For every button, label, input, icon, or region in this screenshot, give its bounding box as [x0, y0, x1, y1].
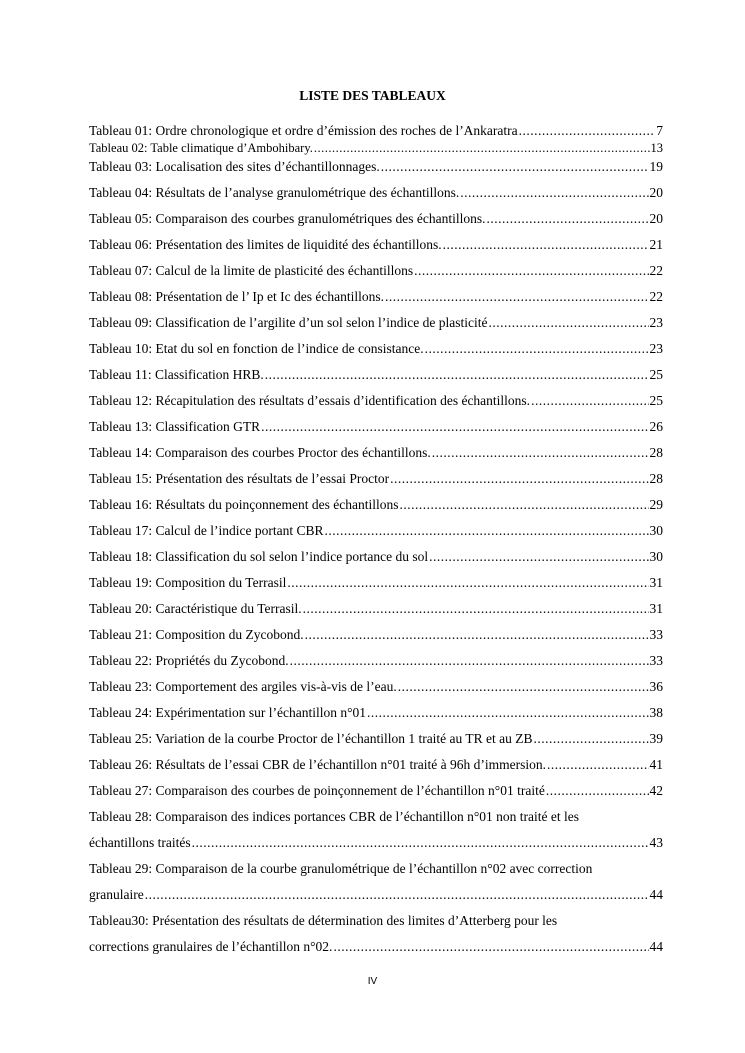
leader-dots	[390, 468, 648, 489]
toc-entry-04[interactable]	[89, 182, 663, 203]
leader-dots	[400, 494, 649, 515]
entry-text: Tableau 07: Calcul de la limite de plasticité des échantillons	[89, 263, 414, 278]
leader-dots	[290, 650, 649, 671]
entry-page: 33	[649, 653, 663, 668]
entry-text: Tableau 11: Classification HRB.	[89, 367, 264, 382]
toc-entry-24[interactable]	[89, 702, 663, 723]
leader-dots	[333, 936, 648, 957]
entry-text: Tableau 24: Expérimentation sur l’échantillon n°01	[89, 705, 367, 720]
toc-entry-09[interactable]	[89, 312, 663, 333]
toc-entry-02[interactable]	[89, 141, 663, 156]
entry-page: 26	[649, 419, 663, 434]
leader-dots	[429, 546, 648, 567]
toc-entry-28[interactable]	[89, 806, 663, 853]
entry-page: 42	[649, 783, 663, 798]
entry-page: 23	[649, 315, 663, 330]
entry-text-line1: Tableau 29: Comparaison de la courbe granulométrique de l’échantillon n°02 avec correction	[89, 861, 593, 876]
entry-page: 20	[649, 185, 663, 200]
toc-entry-12[interactable]	[89, 390, 663, 411]
entry-text: Tableau 15: Présentation des résultats de l’essai Proctor	[89, 471, 390, 486]
entry-text: Tableau 01: Ordre chronologique et ordre d’émission des roches de l’Ankaratra	[89, 123, 518, 138]
toc-entry-14[interactable]	[89, 442, 663, 463]
leader-dots	[531, 390, 648, 411]
entry-page: 44	[649, 939, 663, 954]
toc-entry-13[interactable]	[89, 416, 663, 437]
leader-dots	[443, 234, 649, 255]
toc-entry-17[interactable]	[89, 520, 663, 541]
entry-text: Tableau 17: Calcul de l’indice portant CBR	[89, 523, 324, 538]
table-list	[89, 120, 663, 957]
entry-text: Tableau 20: Caractéristique du Terrasil.	[89, 601, 302, 616]
entry-text: Tableau 25: Variation de la courbe Proctor de l’échantillon 1 traité au TR et au ZB	[89, 731, 533, 746]
entry-page: 20	[649, 211, 663, 226]
leader-dots	[145, 884, 649, 905]
entry-page: 21	[649, 237, 663, 252]
toc-entry-01[interactable]	[89, 120, 663, 141]
entry-page: 30	[649, 549, 663, 564]
entry-page: 43	[649, 835, 663, 850]
entry-text: Tableau 26: Résultats de l’essai CBR de l’échantillon n°01 traité à 96h d’immersion.	[89, 757, 546, 772]
entry-text: granulaire	[89, 887, 144, 902]
entry-text: Tableau 08: Présentation de l’ Ip et Ic des échantillons.	[89, 289, 384, 304]
toc-entry-26[interactable]	[89, 754, 663, 775]
entry-text: Tableau 27: Comparaison des courbes de poinçonnement de l’échantillon n°01 traité	[89, 783, 545, 798]
toc-entry-30[interactable]	[89, 910, 663, 957]
entry-page: 44	[649, 887, 663, 902]
entry-text: corrections granulaires de l’échantillon n°02.	[89, 939, 333, 954]
toc-entry-19[interactable]	[89, 572, 663, 593]
leader-dots	[425, 338, 649, 359]
toc-entry-07[interactable]	[89, 260, 663, 281]
entry-page: 31	[649, 575, 663, 590]
entry-page: 28	[649, 471, 663, 486]
entry-page: 22	[649, 289, 663, 304]
entry-text: Tableau 02: Table climatique d’Ambohibary.	[89, 141, 313, 155]
leader-dots	[265, 364, 649, 385]
leader-dots	[414, 260, 648, 281]
leader-dots	[460, 182, 648, 203]
page-title: LISTE DES TABLEAUX	[299, 88, 446, 103]
toc-entry-22[interactable]	[89, 650, 663, 671]
entry-page: 41	[649, 757, 663, 772]
entry-text: Tableau 14: Comparaison des courbes Proctor des échantillons.	[89, 445, 431, 460]
entry-text: Tableau 16: Résultats du poinçonnement des échantillons	[89, 497, 399, 512]
leader-dots	[519, 120, 656, 141]
entry-page: 28	[649, 445, 663, 460]
toc-entry-10[interactable]	[89, 338, 663, 359]
entry-text: Tableau 09: Classification de l’argilite d’un sol selon l’indice de plasticité	[89, 315, 488, 330]
page-number-footer: IV	[367, 976, 378, 987]
leader-dots	[432, 442, 649, 463]
leader-dots	[287, 572, 648, 593]
leader-dots	[546, 780, 649, 801]
toc-entry-03[interactable]	[89, 156, 663, 177]
entry-page: 36	[649, 679, 663, 694]
toc-entry-25[interactable]	[89, 728, 663, 749]
leader-dots	[534, 728, 649, 749]
toc-entry-29[interactable]	[89, 858, 663, 905]
entry-text: Tableau 12: Récapitulation des résultats d’essais d’identification des échantillons.	[89, 393, 531, 408]
entry-text: Tableau 22: Propriétés du Zycobond.	[89, 653, 289, 668]
entry-page: 25	[649, 367, 663, 382]
toc-entry-06[interactable]	[89, 234, 663, 255]
leader-dots	[488, 312, 648, 333]
entry-page: 23	[649, 341, 663, 356]
entry-page: 31	[649, 601, 663, 616]
entry-page: 7	[656, 123, 663, 138]
entry-text: Tableau 23: Comportement des argiles vis-à-vis de l’eau.	[89, 679, 397, 694]
entry-text: Tableau 03: Localisation des sites d’échantillonnages.	[89, 159, 380, 174]
leader-dots	[547, 754, 649, 775]
entry-text: Tableau 13: Classification GTR	[89, 419, 261, 434]
leader-dots	[385, 286, 649, 307]
entry-text: Tableau 10: Etat du sol en fonction de l’indice de consistance.	[89, 341, 424, 356]
leader-dots	[314, 141, 650, 156]
entry-page: 30	[649, 523, 663, 538]
entry-text: Tableau 21: Composition du Zycobond.	[89, 627, 304, 642]
entry-page: 25	[649, 393, 663, 408]
entry-text-line1: Tableau 28: Comparaison des indices portances CBR de l’échantillon n°01 non traité et les	[89, 809, 579, 824]
entry-page: 29	[649, 497, 663, 512]
toc-entry-21[interactable]	[89, 624, 663, 645]
entry-text-line1: Tableau30: Présentation des résultats de détermination des limites d’Atterberg pour les	[89, 913, 558, 928]
entry-page: 39	[649, 731, 663, 746]
leader-dots	[303, 598, 649, 619]
entry-text: Tableau 06: Présentation des limites de liquidité des échantillons.	[89, 237, 442, 252]
toc-entry-23[interactable]	[89, 676, 663, 697]
toc-entry-27[interactable]	[89, 780, 663, 801]
toc-entry-05[interactable]	[89, 208, 663, 229]
leader-dots	[486, 208, 648, 229]
entry-page: 33	[649, 627, 663, 642]
entry-text: échantillons traités	[89, 835, 191, 850]
entry-page: 38	[649, 705, 663, 720]
entry-page: 13	[650, 141, 663, 155]
leader-dots	[325, 520, 649, 541]
toc-entry-08[interactable]	[89, 286, 663, 307]
entry-text: Tableau 18: Classification du sol selon l’indice portance du sol	[89, 549, 429, 564]
leader-dots	[398, 676, 649, 697]
leader-dots	[192, 832, 649, 853]
entry-text: Tableau 04: Résultats de l’analyse granulométrique des échantillons.	[89, 185, 460, 200]
toc-entry-11[interactable]	[89, 364, 663, 385]
toc-entry-18[interactable]	[89, 546, 663, 567]
leader-dots	[381, 156, 649, 177]
entry-text: Tableau 05: Comparaison des courbes granulométriques des échantillons.	[89, 211, 486, 226]
entry-page: 22	[649, 263, 663, 278]
leader-dots	[261, 416, 648, 437]
leader-dots	[367, 702, 648, 723]
entry-page: 19	[649, 159, 663, 174]
toc-entry-16[interactable]	[89, 494, 663, 515]
toc-entry-15[interactable]	[89, 468, 663, 489]
leader-dots	[305, 624, 649, 645]
toc-entry-20[interactable]	[89, 598, 663, 619]
entry-text: Tableau 19: Composition du Terrasil	[89, 575, 287, 590]
